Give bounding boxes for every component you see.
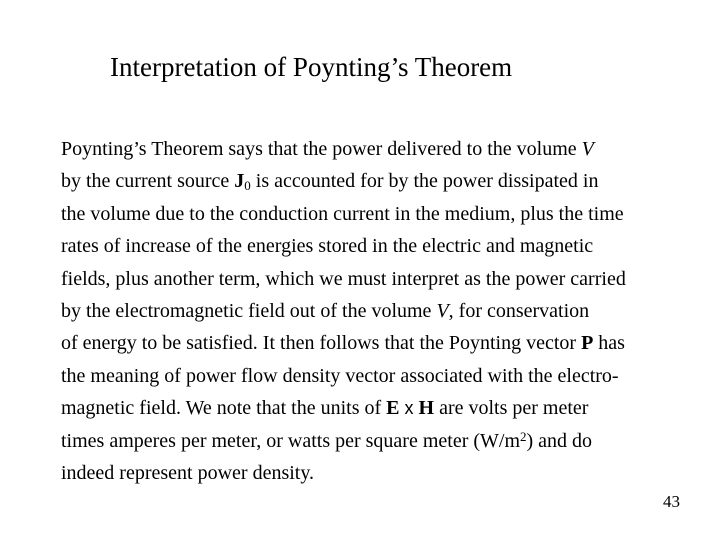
body-paragraph [61, 133, 701, 489]
text-segment: by the electromagnetic field out of the volume [61, 299, 437, 322]
magnetic-field-symbol: H [418, 397, 435, 420]
unit-exponent: 2 [520, 428, 527, 444]
body-line-7 [61, 327, 701, 359]
volume-symbol: V [581, 138, 594, 160]
body-line-5: fields, plus another term, which we must interpret as the power carried [61, 267, 626, 290]
text-segment: times amperes per meter, or watts per square meter (W/m [61, 429, 521, 452]
text-segment: magnetic field. We note that the units of [61, 397, 387, 420]
current-source-symbol: J [234, 170, 245, 193]
body-line-11: indeed represent power density. [61, 461, 315, 484]
text-segment: Poynting’s Theorem says that the power delivered to the volume [61, 138, 582, 160]
body-line-8: the meaning of power flow density vector associated with the electro- [61, 364, 619, 387]
slide-title: Interpretation of Poynting’s Theorem [110, 52, 513, 82]
cross-product-symbol: x [399, 398, 419, 419]
text-segment: , for conservation [448, 299, 590, 322]
poynting-vector-symbol: P [581, 332, 594, 355]
text-segment: by the current source [61, 170, 235, 193]
page-number: 43 [663, 492, 680, 511]
text-segment: of energy to be satisfied. It then follows that the Poynting vector [61, 332, 582, 355]
text-segment: is accounted for by the power dissipated in [250, 170, 599, 193]
volume-symbol: V [436, 299, 449, 322]
text-segment: are volts per meter [434, 397, 589, 420]
text-segment: has [593, 332, 625, 355]
body-line-10 [61, 425, 701, 457]
body-line-6 [61, 295, 701, 327]
electric-field-symbol: E [386, 397, 400, 420]
body-line-1 [61, 133, 701, 165]
body-line-4: rates of increase of the energies stored in the electric and magnetic [61, 235, 594, 258]
body-line-2 [61, 165, 701, 197]
current-source-subscript: 0 [244, 178, 251, 194]
body-line-3: the volume due to the conduction current in the medium, plus the time [61, 202, 624, 225]
text-segment: ) and do [526, 429, 593, 452]
body-line-9 [61, 392, 701, 424]
